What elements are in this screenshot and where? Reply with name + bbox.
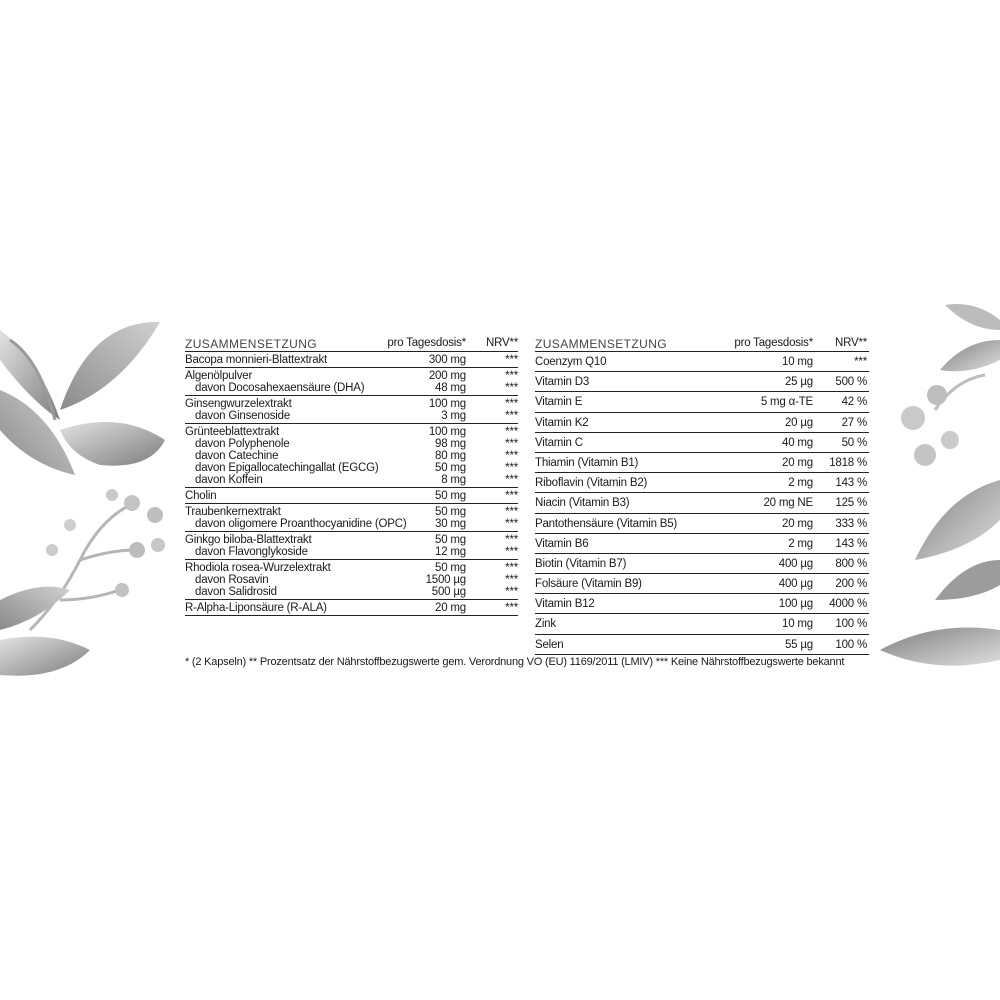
nrv-value: *** xyxy=(505,426,518,438)
dose-value: 400 µg xyxy=(778,557,813,570)
table-row xyxy=(185,574,518,586)
composition-table-right xyxy=(535,336,869,655)
dose-value: 50 mg xyxy=(435,506,466,518)
ingredient-name: davon Ginsenoside xyxy=(195,410,291,422)
table-row xyxy=(535,453,869,473)
ingredient-name: Vitamin E xyxy=(535,396,583,409)
table-row xyxy=(185,518,518,530)
ingredient-name: Riboflavin (Vitamin B2) xyxy=(535,477,648,490)
dose-value: 200 mg xyxy=(428,370,466,382)
dose-value: 100 µg xyxy=(778,598,813,611)
dose-value: 400 µg xyxy=(778,578,813,591)
nrv-value: *** xyxy=(505,450,518,462)
nrv-value: *** xyxy=(505,462,518,474)
dose-value: 20 mg xyxy=(782,456,813,469)
table-row xyxy=(535,493,869,513)
dose-value: 2 mg xyxy=(788,477,813,490)
table-row xyxy=(185,370,518,382)
dose-value: 25 µg xyxy=(784,376,813,389)
table-row xyxy=(185,382,518,394)
dose-value: 100 mg xyxy=(428,398,466,410)
nrv-value: *** xyxy=(505,382,518,394)
ingredient-name: Vitamin D3 xyxy=(535,376,590,389)
ingredient-name: davon Docosahexaensäure (DHA) xyxy=(195,382,365,394)
nrv-value: 50 % xyxy=(841,436,867,449)
table-row xyxy=(185,586,518,598)
footnote: * (2 Kapseln) ** Prozentsatz der Nährstoffbezugswerte gem. Verordnung VO (EU) 1169/2011 (LMIV) *** Keine Nährstoffbezugswerte bekannt xyxy=(185,656,845,668)
table-row xyxy=(185,426,518,438)
ingredient-name: davon Catechine xyxy=(195,450,279,462)
nrv-value: 4000 % xyxy=(829,598,867,611)
table-row xyxy=(535,554,869,574)
table-row xyxy=(535,514,869,534)
table-row xyxy=(535,614,869,634)
table-row xyxy=(535,594,869,614)
composition-table-left xyxy=(185,336,518,616)
nrv-value: 27 % xyxy=(841,416,867,429)
nrv-value: *** xyxy=(505,586,518,598)
table-row xyxy=(535,372,869,392)
table-row xyxy=(185,562,518,574)
dose-value: 500 µg xyxy=(431,586,466,598)
nrv-value: *** xyxy=(505,602,518,614)
header-dose: pro Tagesdosis* xyxy=(734,337,813,349)
ingredient-name: Vitamin C xyxy=(535,436,583,449)
ingredient-name: Folsäure (Vitamin B9) xyxy=(535,578,642,591)
ingredient-name: Rhodiola rosea-Wurzelextrakt xyxy=(185,562,331,574)
nrv-value: 42 % xyxy=(841,396,867,409)
nrv-value: 500 % xyxy=(835,376,867,389)
ingredient-name: Ginsengwurzelextrakt xyxy=(185,398,292,410)
ingredient-name: Pantothensäure (Vitamin B5) xyxy=(535,517,678,530)
table-row xyxy=(185,506,518,518)
dose-value: 50 mg xyxy=(435,562,466,574)
nrv-value: 100 % xyxy=(835,638,867,651)
header-nrv: NRV** xyxy=(834,337,867,349)
table-row xyxy=(535,433,869,453)
table-row xyxy=(185,398,518,410)
nrv-value: *** xyxy=(505,546,518,558)
ingredient-name: Vitamin K2 xyxy=(535,416,589,429)
table-row-group xyxy=(185,368,518,396)
dose-value: 98 mg xyxy=(435,438,466,450)
ingredient-name: Grünteeblattextrakt xyxy=(185,426,280,438)
table-row xyxy=(535,534,869,554)
table-row-group xyxy=(185,504,518,532)
dose-value: 100 mg xyxy=(428,426,466,438)
table-row-group xyxy=(185,488,518,504)
table-row-group xyxy=(185,396,518,424)
nrv-value: *** xyxy=(505,354,518,366)
ingredient-name: Niacin (Vitamin B3) xyxy=(535,497,630,510)
nrv-value: *** xyxy=(505,518,518,530)
table-row-group xyxy=(185,532,518,560)
table-row-group xyxy=(185,352,518,368)
nrv-value: 143 % xyxy=(835,537,867,550)
table-body xyxy=(185,352,518,616)
header-nrv: NRV** xyxy=(485,337,518,349)
ingredient-name: Bacopa monnieri-Blattextrakt xyxy=(185,354,328,366)
ingredient-name: Thiamin (Vitamin B1) xyxy=(535,456,639,469)
dose-value: 50 mg xyxy=(435,462,466,474)
dose-value: 40 mg xyxy=(782,436,813,449)
nrv-value: *** xyxy=(854,356,867,368)
dose-value: 300 mg xyxy=(428,354,466,366)
ingredient-name: davon oligomere Proanthocyanidine (OPC) xyxy=(195,518,407,530)
header-title: ZUSAMMENSETZUNG xyxy=(535,337,667,351)
ingredient-name: Vitamin B6 xyxy=(535,537,589,550)
table-header xyxy=(535,336,869,352)
dose-value: 10 mg xyxy=(782,618,813,631)
ingredient-name: Vitamin B12 xyxy=(535,598,595,611)
ingredient-name: davon Rosavin xyxy=(195,574,269,586)
table-row xyxy=(535,574,869,594)
dose-value: 3 mg xyxy=(441,410,466,422)
table-row xyxy=(185,602,518,614)
ingredient-name: davon Flavonglykoside xyxy=(195,546,308,558)
ingredient-name: Cholin xyxy=(185,490,217,502)
dose-value: 10 mg xyxy=(782,356,813,368)
table-row xyxy=(185,450,518,462)
dose-value: 20 mg xyxy=(435,602,466,614)
nrv-value: *** xyxy=(505,438,518,450)
dose-value: 12 mg xyxy=(435,546,466,558)
ingredient-name: Zink xyxy=(535,618,556,631)
nrv-value: *** xyxy=(505,410,518,422)
ingredient-name: Selen xyxy=(535,638,564,651)
ingredient-name: Algenölpulver xyxy=(185,370,253,382)
table-row-group xyxy=(185,560,518,600)
nrv-value: *** xyxy=(505,534,518,546)
ingredient-name: davon Salidrosid xyxy=(195,586,277,598)
header-title: ZUSAMMENSETZUNG xyxy=(185,337,317,351)
nrv-value: 200 % xyxy=(835,578,867,591)
table-header xyxy=(185,336,518,352)
table-row xyxy=(185,354,518,366)
nrv-value: 100 % xyxy=(835,618,867,631)
table-body xyxy=(535,352,869,655)
ingredient-name: Coenzym Q10 xyxy=(535,356,607,368)
dose-value: 50 mg xyxy=(435,534,466,546)
header-dose: pro Tagesdosis* xyxy=(387,337,466,349)
nrv-value: 125 % xyxy=(835,497,867,510)
nrv-value: *** xyxy=(505,370,518,382)
dose-value: 2 mg xyxy=(788,537,813,550)
dose-value: 1500 µg xyxy=(425,574,466,586)
nrv-value: *** xyxy=(505,574,518,586)
dose-value: 30 mg xyxy=(435,518,466,530)
table-row xyxy=(535,392,869,412)
table-row xyxy=(185,490,518,502)
nrv-value: *** xyxy=(505,398,518,410)
table-row xyxy=(535,635,869,655)
ingredient-name: R-Alpha-Liponsäure (R-ALA) xyxy=(185,602,327,614)
dose-value: 8 mg xyxy=(441,474,466,486)
nrv-value: 333 % xyxy=(835,517,867,530)
nrv-value: *** xyxy=(505,490,518,502)
dose-value: 20 mg NE xyxy=(763,497,813,510)
nrv-value: *** xyxy=(505,474,518,486)
nrv-value: *** xyxy=(505,506,518,518)
nrv-value: 1818 % xyxy=(829,456,867,469)
table-row xyxy=(185,438,518,450)
ingredient-name: Traubenkernextrakt xyxy=(185,506,281,518)
nrv-value: *** xyxy=(505,562,518,574)
dose-value: 48 mg xyxy=(435,382,466,394)
dose-value: 20 mg xyxy=(782,517,813,530)
table-row xyxy=(185,462,518,474)
dose-value: 20 µg xyxy=(784,416,813,429)
dose-value: 50 mg xyxy=(435,490,466,502)
ingredient-name: davon Polyphenole xyxy=(195,438,290,450)
nrv-value: 143 % xyxy=(835,477,867,490)
ingredient-name: davon Epigallocatechingallat (EGCG) xyxy=(195,462,379,474)
ingredient-name: Biotin (Vitamin B7) xyxy=(535,557,627,570)
ingredient-name: Ginkgo biloba-Blattextrakt xyxy=(185,534,312,546)
table-row-group xyxy=(185,600,518,616)
nrv-value: 800 % xyxy=(835,557,867,570)
table-row xyxy=(535,352,869,372)
table-row-group xyxy=(185,424,518,488)
table-row xyxy=(535,413,869,433)
table-row xyxy=(185,474,518,486)
leaf-decoration-right xyxy=(875,300,1000,690)
table-row xyxy=(185,546,518,558)
dose-value: 80 mg xyxy=(435,450,466,462)
leaf-decoration-left xyxy=(0,300,190,700)
table-row xyxy=(185,534,518,546)
dose-value: 55 µg xyxy=(784,638,813,651)
table-row xyxy=(535,473,869,493)
dose-value: 5 mg α-TE xyxy=(760,396,813,409)
table-row xyxy=(185,410,518,422)
ingredient-name: davon Koffein xyxy=(195,474,263,486)
